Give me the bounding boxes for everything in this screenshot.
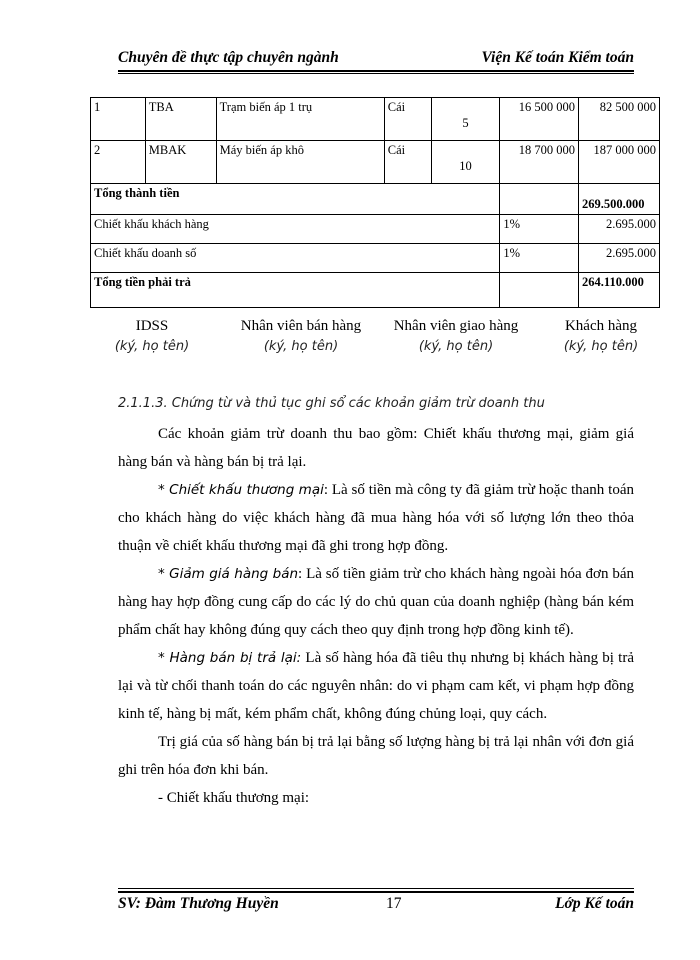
cell-name: Máy biến áp khô — [216, 141, 384, 184]
cell-no: 2 — [91, 141, 146, 184]
total-spacer — [500, 184, 579, 215]
page-header — [118, 49, 634, 71]
table-row — [91, 141, 660, 184]
header-institute: Viện Kế toán Kiểm toán — [481, 49, 634, 66]
cell-qty: 5 — [431, 98, 500, 141]
cell-code: MBAK — [145, 141, 216, 184]
signer-sales-staff — [228, 318, 374, 354]
discount-sales-value: 2.695.000 — [579, 244, 660, 273]
signer-hint: (ký, họ tên) — [263, 339, 339, 354]
cell-unit: Cái — [384, 98, 431, 141]
discount-sales-rate: 1% — [500, 244, 579, 273]
cell-amount: 187 000 000 — [579, 141, 660, 184]
body-text — [118, 420, 634, 812]
page-number: 17 — [386, 895, 402, 912]
paragraph-text: Là số hàng hóa đã tiêu thụ nhưng bị khách hàng bị trả lại và từ chối thanh toán do các nguyên nhân: do vi phạm cam kết, vi phạm hợp đồng kinh tế, hàng bị mất, kém phẩm chất, không đúng chủng loại, quy cách. — [118, 650, 634, 722]
signer-idss — [100, 318, 204, 354]
header-divider — [118, 70, 634, 72]
cell-amount: 82 500 000 — [579, 98, 660, 141]
payable-value: 264.110.000 — [579, 273, 660, 308]
paragraph: - Chiết khấu thương mại: — [158, 790, 310, 806]
cell-qty: 10 — [431, 141, 500, 184]
signer-role: IDSS — [135, 318, 169, 334]
discount-sales-row — [91, 244, 660, 273]
signer-role: Nhân viên giao hàng — [393, 318, 519, 334]
total-label: Tổng thành tiền — [91, 184, 500, 215]
signer-hint: (ký, họ tên) — [563, 339, 639, 354]
table-row — [91, 98, 660, 141]
paragraph — [118, 560, 634, 644]
total-row — [91, 184, 660, 215]
signer-customer — [546, 318, 656, 354]
paragraph-label: * Giảm giá hàng bán — [158, 566, 299, 582]
paragraph: Trị giá của số hàng bán bị trả lại bằng số lượng hàng bị trả lại nhân với đơn giá ghi trên hóa đơn khi bán. — [118, 734, 634, 778]
discount-customer-label: Chiết khấu khách hàng — [91, 215, 500, 244]
signer-role: Khách hàng — [564, 318, 638, 334]
paragraph — [118, 476, 634, 560]
signer-hint: (ký, họ tên) — [114, 339, 190, 354]
footer-divider-thin — [118, 888, 634, 889]
discount-sales-label: Chiết khấu doanh số — [91, 244, 500, 273]
payable-row — [91, 273, 660, 308]
footer-divider — [118, 891, 634, 893]
footer-class: Lớp Kế toán — [555, 895, 634, 912]
paragraph-text: : Là số tiền giảm trừ cho khách hàng ngoài hóa đơn bán hàng hay hợp đồng cung cấp do các lý do chủ quan của doanh nghiệp (hàng bán kém phẩm chất hay không đúng quy cách theo quy định trong hợp đồng kinh tế). — [118, 566, 634, 638]
paragraph — [118, 644, 634, 728]
payable-spacer — [500, 273, 579, 308]
footer-student: SV: Đàm Thương Huyền — [118, 895, 279, 912]
payable-label: Tổng tiền phải trả — [91, 273, 500, 308]
cell-name: Trạm biến áp 1 trụ — [216, 98, 384, 141]
cell-price: 18 700 000 — [500, 141, 579, 184]
discount-customer-rate: 1% — [500, 215, 579, 244]
signer-role: Nhân viên bán hàng — [240, 318, 362, 334]
total-value: 269.500.000 — [579, 184, 660, 215]
header-divider-thin — [118, 73, 634, 74]
cell-code: TBA — [145, 98, 216, 141]
discount-customer-value: 2.695.000 — [579, 215, 660, 244]
discount-customer-row — [91, 215, 660, 244]
page-footer — [118, 895, 634, 917]
invoice-table — [90, 97, 660, 308]
paragraph-label: * Hàng bán bị trả lại: — [158, 650, 302, 666]
paragraph: Các khoản giảm trừ doanh thu bao gồm: Chiết khấu thương mại, giảm giá hàng bán và hàng bán bị trả lại. — [118, 426, 634, 470]
paragraph-label: * Chiết khấu thương mại — [158, 482, 324, 498]
cell-no: 1 — [91, 98, 146, 141]
header-document-title: Chuyên đề thực tập chuyên ngành — [118, 49, 339, 66]
cell-unit: Cái — [384, 141, 431, 184]
signer-hint: (ký, họ tên) — [418, 339, 494, 354]
signer-delivery-staff — [382, 318, 530, 354]
paragraph-text: : Là số tiền mà công ty đã giảm trừ hoặc thanh toán cho khách hàng do việc khách hàng đã mua hàng hóa với số lượng lớn theo thỏa thuận về chiết khấu thương mại đã ghi trong hợp đồng. — [118, 482, 634, 554]
section-heading: 2.1.1.3. Chứng từ và thủ tục ghi sổ các khoản giảm trừ doanh thu — [118, 396, 545, 411]
cell-price: 16 500 000 — [500, 98, 579, 141]
